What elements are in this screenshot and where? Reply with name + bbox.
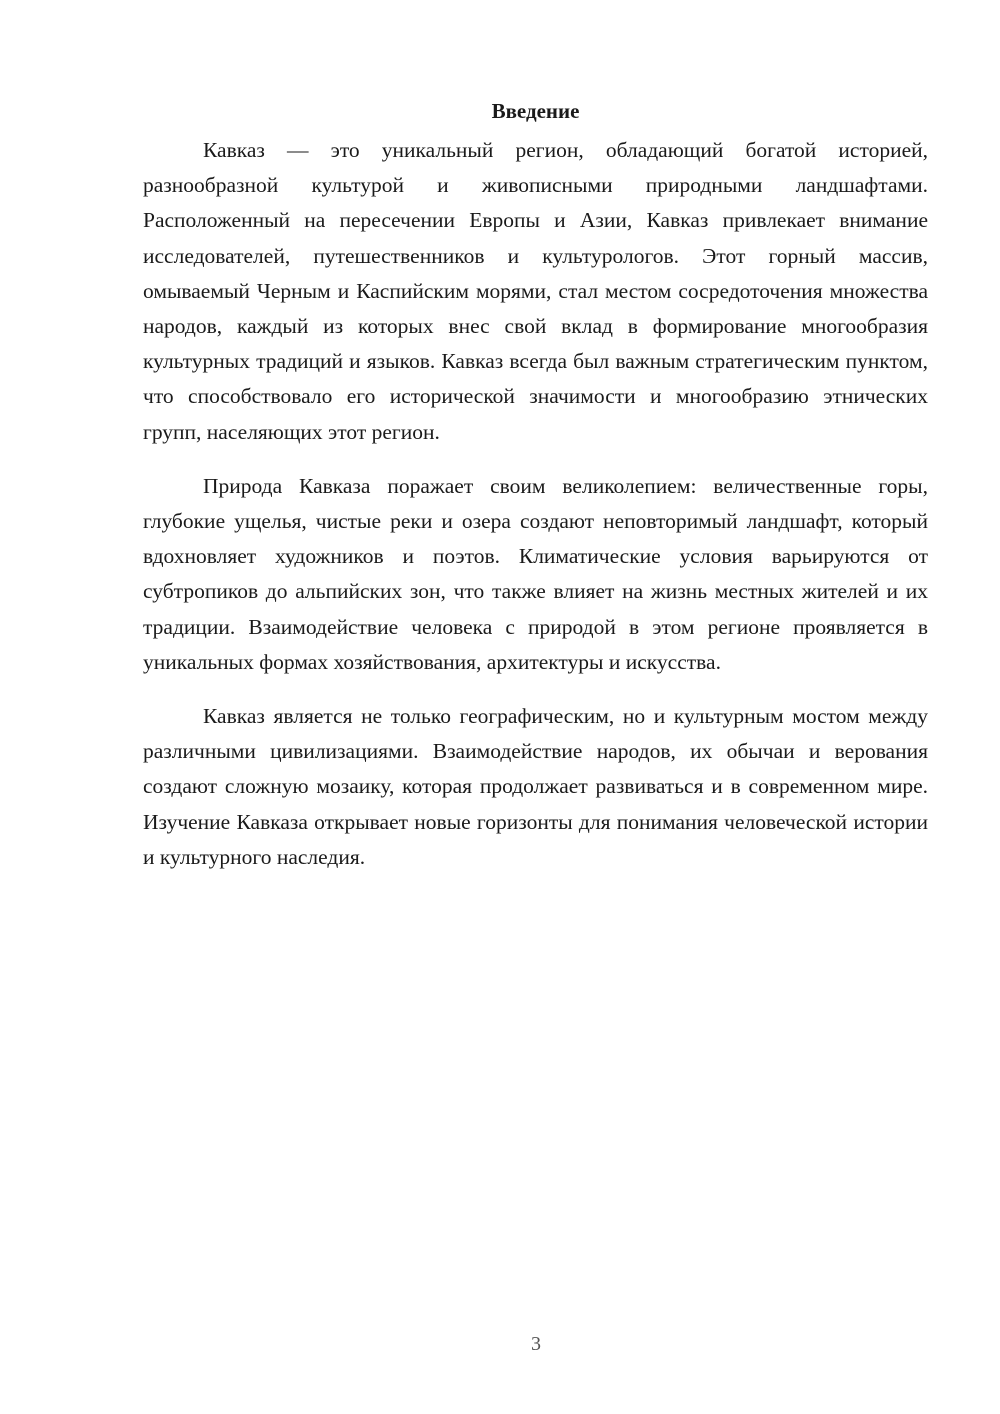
section-heading: Введение <box>491 99 580 123</box>
paragraph-1: Кавказ — это уникальный регион, обладающий богатой историей, разнообразной культурой и живописными природными ландшафтами. Расположенный на пересечении Европы и Азии, Кавказ привлекает внимание исследователей, путешественников и культурологов. Этот горный массив, омываемый Черным и Каспийским морями, стал местом сосредоточения множества народов, каждый из которых внес свой вклад в формирование многообразия культурных традиций и языков. Кавказ всегда был важным стратегическим пунктом, что способствовало его исторической значимости и многообразию этнических групп, населяющих этот регион. <box>143 138 928 444</box>
page-content <box>143 93 928 894</box>
paragraph-3: Кавказ является не только географическим, но и культурным мостом между различными цивилизациями. Взаимодействие народов, их обычаи и верования создают сложную мозаику, которая продолжает развиваться и в современном мире. Изучение Кавказа открывает новые горизонты для понимания человеческой истории и культурного наследия. <box>143 704 928 869</box>
paragraph-2: Природа Кавказа поражает своим великолепием: величественные горы, глубокие ущелья, чистые реки и озера создают неповторимый ландшафт, который вдохновляет художников и поэтов. Климатические условия варьируются от субтропиков до альпийских зон, что также влияет на жизнь местных жителей и их традиции. Взаимодействие человека с природой в этом регионе проявляется в уникальных формах хозяйствования, архитектуры и искусства. <box>143 473 928 674</box>
page-number: 3 <box>531 1333 541 1355</box>
